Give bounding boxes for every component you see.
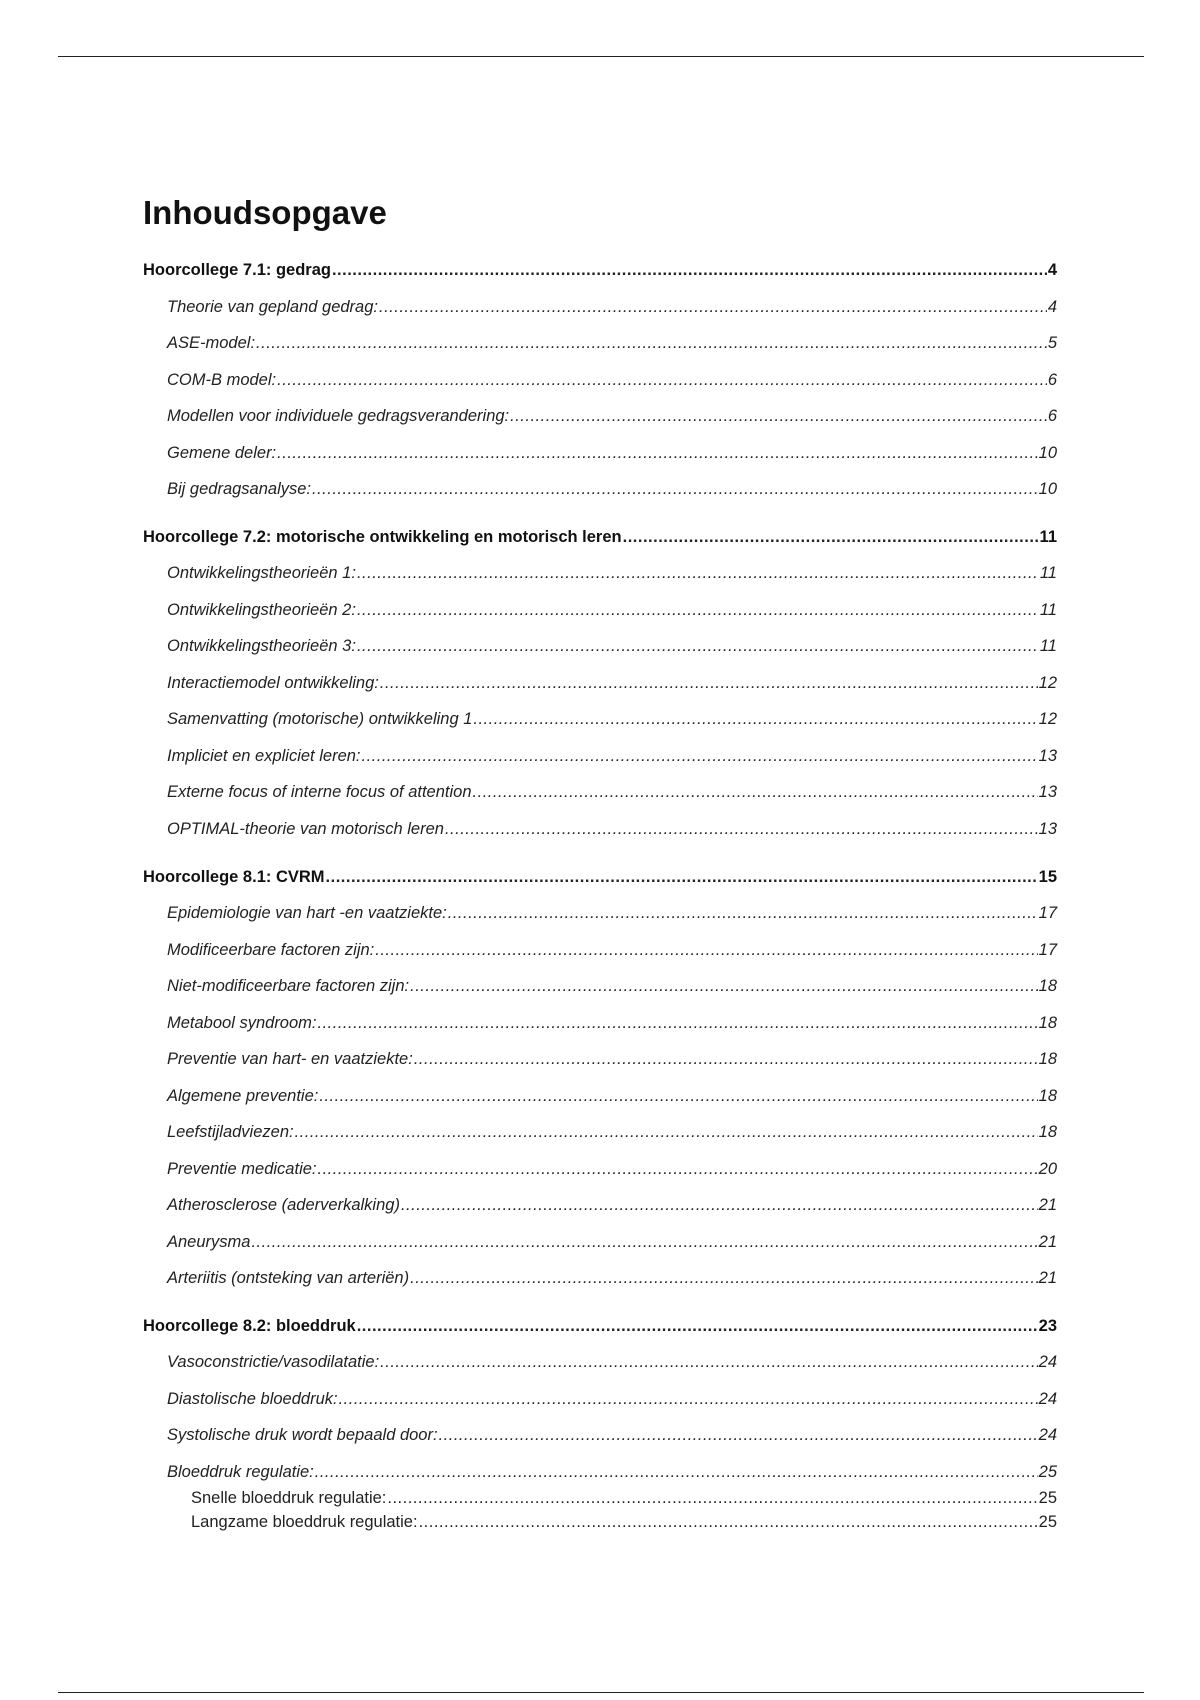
toc-entry-label: Langzame bloeddruk regulatie: (191, 1513, 418, 1532)
toc-page-number: 25 (1038, 1513, 1057, 1532)
dot-leader (473, 777, 1038, 807)
toc-page-number: 11 (1039, 564, 1057, 583)
dot-leader (414, 1044, 1038, 1074)
toc-entry-label: Preventie van hart- en vaatziekte: (167, 1050, 413, 1069)
toc-entry[interactable] (143, 1154, 1057, 1191)
dot-leader (339, 1384, 1038, 1414)
toc-entry[interactable] (143, 1457, 1057, 1486)
dot-leader (375, 935, 1037, 965)
toc-entry-label: Snelle bloeddruk regulatie: (191, 1488, 387, 1507)
toc-entry-label: Algemene preventie: (167, 1086, 319, 1105)
toc-page-number: 12 (1038, 710, 1057, 729)
toc-page-number: 18 (1038, 977, 1057, 996)
header-rule (58, 56, 1144, 57)
toc-entry-label: Aneurysma (167, 1232, 251, 1251)
dot-leader (315, 1457, 1038, 1487)
toc-entry[interactable] (143, 971, 1057, 1008)
toc-page-number: 13 (1038, 746, 1057, 765)
toc-entry-label: Systolische druk wordt bepaald door: (167, 1426, 438, 1445)
toc-entry[interactable] (143, 1117, 1057, 1154)
toc-entry-chapter[interactable] (143, 1311, 1057, 1348)
toc-subentry[interactable] (143, 1510, 1057, 1535)
dot-leader (419, 1510, 1038, 1534)
toc-section (143, 522, 1057, 851)
dot-leader (362, 741, 1038, 771)
toc-entry-label: Preventie medicatie: (167, 1159, 317, 1178)
toc-page-number: 18 (1038, 1123, 1057, 1142)
dot-leader (319, 1081, 1037, 1111)
toc-entry-label: Hoorcollege 8.2: bloeddruk (143, 1316, 356, 1335)
toc-page-number: 10 (1038, 480, 1057, 498)
toc-entry[interactable] (143, 1008, 1057, 1045)
toc-entry-label: Impliciet en expliciet leren: (167, 746, 361, 765)
toc-entry[interactable] (143, 474, 1057, 511)
toc-page-number: 10 (1038, 443, 1057, 462)
toc-page-number: 25 (1038, 1462, 1057, 1481)
dot-leader (401, 1190, 1038, 1220)
toc-page-number: 5 (1047, 334, 1057, 352)
toc-page-number: 4 (1047, 297, 1057, 316)
dot-leader (439, 1420, 1038, 1450)
dot-leader (251, 1227, 1037, 1257)
toc-page-number: 24 (1038, 1353, 1057, 1372)
toc-entry-label: Modellen voor individuele gedragsverandering: (167, 407, 510, 425)
toc-entry-label: Hoorcollege 7.2: motorische ontwikkeling en motorisch leren (143, 527, 622, 546)
toc-page-number: 13 (1038, 783, 1057, 802)
toc-entry-label: Samenvatting (motorische) ontwikkeling 1 (167, 710, 473, 729)
footer-rule (58, 1692, 1144, 1693)
toc-entry[interactable] (143, 558, 1057, 595)
toc-entry-chapter[interactable] (143, 522, 1057, 559)
table-of-contents (143, 255, 1057, 1535)
dot-leader (332, 255, 1047, 285)
toc-page-number: 15 (1038, 867, 1057, 886)
toc-entry[interactable] (143, 704, 1057, 741)
toc-entry[interactable] (143, 328, 1057, 365)
dot-leader (380, 668, 1038, 698)
toc-entry[interactable] (143, 1384, 1057, 1421)
toc-entry-label: Gemene deler: (167, 443, 277, 462)
toc-section (143, 255, 1057, 511)
toc-entry[interactable] (143, 898, 1057, 935)
toc-entry-label: Bloeddruk regulatie: (167, 1462, 314, 1481)
toc-page-number: 21 (1038, 1196, 1057, 1215)
toc-entry[interactable] (143, 1044, 1057, 1081)
toc-page-number: 21 (1038, 1269, 1057, 1288)
toc-page-number: 24 (1038, 1389, 1057, 1408)
toc-entry-label: Hoorcollege 7.1: gedrag (143, 261, 331, 279)
dot-leader (380, 1347, 1037, 1377)
dot-leader (357, 1311, 1038, 1341)
toc-page-number: 17 (1038, 904, 1057, 923)
toc-entry-chapter[interactable] (143, 862, 1057, 899)
toc-entry-label: Ontwikkelingstheorieën 2: (167, 600, 356, 619)
toc-entry[interactable] (143, 777, 1057, 814)
dot-leader (326, 862, 1038, 892)
dot-leader (357, 631, 1039, 661)
toc-page-number: 11 (1039, 637, 1057, 656)
toc-entry-label: Atherosclerose (aderverkalking) (167, 1196, 400, 1215)
dot-leader (410, 971, 1038, 1001)
toc-page-number: 18 (1038, 1050, 1057, 1069)
toc-page-number: 11 (1039, 527, 1057, 546)
toc-entry[interactable] (143, 741, 1057, 778)
toc-entry-label: Ontwikkelingstheorieën 3: (167, 637, 356, 656)
dot-leader (312, 474, 1038, 504)
toc-entry[interactable] (143, 631, 1057, 668)
toc-page-number: 23 (1038, 1316, 1057, 1335)
toc-entry-label: Arteriitis (ontsteking van arteriën) (167, 1269, 410, 1288)
dot-leader (256, 328, 1047, 358)
dot-leader (277, 438, 1037, 468)
toc-entry-label: COM-B model: (167, 370, 277, 389)
toc-page-number: 17 (1038, 940, 1057, 959)
toc-entry-label: Vasoconstrictie/vasodilatatie: (167, 1353, 380, 1372)
dot-leader (510, 401, 1047, 431)
toc-entry-label: Metabool syndroom: (167, 1013, 317, 1032)
toc-entry-label: Niet-modificeerbare factoren zijn: (167, 977, 410, 996)
dot-leader (318, 1154, 1038, 1184)
dot-leader (448, 898, 1038, 928)
page-title: Inhoudsopgave (143, 194, 387, 231)
dot-leader (357, 595, 1039, 625)
dot-leader (277, 365, 1047, 395)
dot-leader (379, 292, 1047, 322)
toc-entry-label: OPTIMAL-theorie van motorisch leren (167, 819, 444, 838)
toc-entry[interactable] (143, 668, 1057, 705)
toc-page-number: 25 (1038, 1488, 1057, 1507)
toc-entry-label: Leefstijladviezen: (167, 1123, 294, 1142)
toc-page-number: 18 (1038, 1086, 1057, 1105)
toc-entry[interactable] (143, 814, 1057, 851)
toc-page-number: 21 (1038, 1232, 1057, 1251)
toc-entry-label: Interactiemodel ontwikkeling: (167, 673, 379, 692)
toc-entry[interactable] (143, 595, 1057, 632)
dot-leader (473, 704, 1037, 734)
toc-entry[interactable] (143, 365, 1057, 402)
toc-entry-label: Externe focus of interne focus of attention (167, 783, 472, 802)
toc-entry-label: Diastolische bloeddruk: (167, 1389, 338, 1408)
toc-page-number: 18 (1038, 1013, 1057, 1032)
toc-section (143, 862, 1057, 1300)
toc-page-number: 24 (1038, 1426, 1057, 1445)
toc-entry-label: Theorie van gepland gedrag: (167, 297, 378, 316)
toc-entry[interactable] (143, 935, 1057, 972)
toc-entry[interactable] (143, 1081, 1057, 1118)
toc-page-number: 13 (1038, 819, 1057, 838)
dot-leader (295, 1117, 1038, 1147)
toc-entry-label: Epidemiologie van hart -en vaatziekte: (167, 904, 447, 923)
toc-page-number: 6 (1047, 370, 1057, 389)
toc-entry-chapter[interactable] (143, 255, 1057, 292)
toc-entry[interactable] (143, 1190, 1057, 1227)
toc-entry[interactable] (143, 1263, 1057, 1300)
toc-entry[interactable] (143, 1227, 1057, 1264)
toc-page-number: 4 (1047, 261, 1057, 279)
dot-leader (410, 1263, 1038, 1293)
dot-leader (623, 522, 1039, 552)
toc-entry[interactable] (143, 292, 1057, 329)
toc-entry[interactable] (143, 438, 1057, 475)
toc-entry-label: Modificeerbare factoren zijn: (167, 940, 375, 959)
dot-leader (445, 814, 1038, 844)
toc-entry-label: Ontwikkelingstheorieën 1: (167, 564, 356, 583)
toc-entry[interactable] (143, 1420, 1057, 1457)
toc-page-number: 12 (1038, 673, 1057, 692)
toc-entry-label: ASE-model: (167, 334, 256, 352)
toc-page-number: 11 (1039, 600, 1057, 619)
dot-leader (318, 1008, 1038, 1038)
toc-page-number: 6 (1047, 407, 1057, 425)
dot-leader (357, 558, 1039, 588)
toc-page-number: 20 (1038, 1159, 1057, 1178)
toc-subentry[interactable] (143, 1486, 1057, 1511)
toc-section (143, 1311, 1057, 1535)
toc-entry[interactable] (143, 401, 1057, 438)
toc-entry-label: Hoorcollege 8.1: CVRM (143, 867, 325, 886)
dot-leader (387, 1486, 1037, 1510)
toc-entry-label: Bij gedragsanalyse: (167, 480, 312, 498)
toc-entry[interactable] (143, 1347, 1057, 1384)
